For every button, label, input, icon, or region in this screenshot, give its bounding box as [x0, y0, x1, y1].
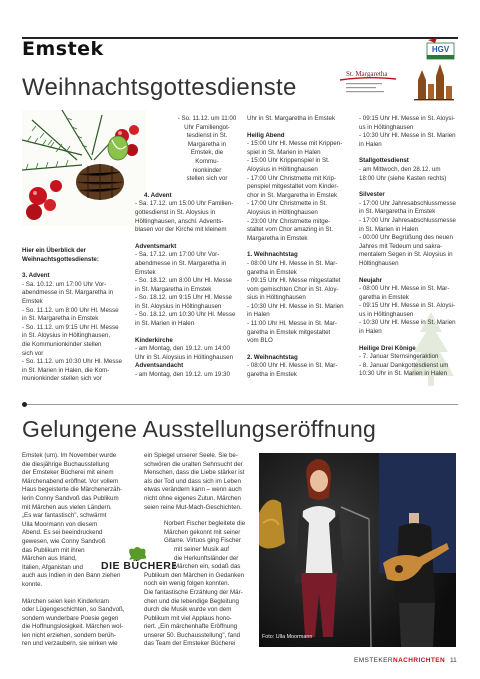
- article-line: Norbert Fischer begleitete die: [164, 520, 246, 528]
- article-line: noch ein wenig folgen konnten.: [144, 580, 230, 588]
- article-line: als der Tod und dass sich im Leben: [144, 477, 241, 485]
- column-3: [247, 115, 354, 380]
- silvester-heading: Silvester: [359, 191, 385, 199]
- col4-top-line: - 09:15 Uhr Hl. Messe in St. Aloysi-: [359, 115, 455, 122]
- article-line: Publikum mit viel Applaus hono-: [144, 614, 232, 622]
- drei-koenige-line: - 7. Januar Sternsingeraktion: [359, 353, 439, 361]
- col2-top-line: tesdienst in St.: [186, 132, 228, 140]
- weihnachtstag1-line: - 09:15 Uhr Hl. Messe mitgestaltet: [247, 277, 341, 285]
- magazine-name: NACHRICHTEN: [392, 657, 446, 664]
- article-line: die Hoffnungslosigkeit. Märchen wol-: [22, 623, 123, 631]
- weihnachtstag1-line: - 11:00 Uhr Hl. Messe in St. Mar-: [247, 320, 337, 328]
- neujahr-line: - 09:15 Uhr Hl. Messe in St. Aloysi-: [359, 302, 455, 310]
- article-line: Gitarre. Virtuos ging Fischer: [164, 537, 241, 545]
- col2-top-line: nionkinder: [192, 166, 222, 174]
- article-line: Ulla Moormann von diesem: [22, 520, 98, 528]
- heilig-abend-line: - 23:00 Uhr Christmette mitge-: [247, 217, 331, 225]
- heilig-abend-line: - 17:00 Uhr Christmette mit Krip-: [247, 174, 337, 182]
- magazine-prefix: EMSTEKER: [354, 657, 393, 664]
- article-line: Emstek (um). Im November wurde: [22, 452, 117, 459]
- article-title: Gelungene Ausstellungseröffnung: [22, 416, 377, 442]
- silvester-line: in St. Margaretha in Emstek: [359, 208, 436, 216]
- article-line: nicht ohne eigenes Zutun. Märchen: [144, 494, 241, 502]
- advent3-line: - Sa. 10.12. um 17:00 Uhr Vor-: [22, 280, 107, 288]
- silvester-line: - 17:00 Uhr Jahresabschlussmesse: [359, 199, 456, 207]
- neujahr-line: garetha in Emstek: [359, 293, 409, 301]
- article-line: mit Märchen aus vielen Ländern.: [22, 503, 112, 511]
- stallgottesdienst-heading: Stallgottesdienst: [359, 157, 409, 165]
- page-number: 11: [450, 657, 457, 664]
- article-line: das Team der Emsteker Bücherei: [144, 640, 236, 648]
- article-line: chen und die lebendige Begleitung: [144, 597, 239, 605]
- adventsandacht-line: - am Montag, den 19.12. um 19:30: [135, 371, 230, 379]
- heilig-abend-line: - 15:00 Uhr Hl. Messe mit Krippen-: [247, 140, 343, 148]
- article-line: die diesjährige Buchausstellung: [22, 460, 110, 468]
- weihnachtstag1-line: garetha in Emstek: [247, 268, 297, 276]
- silvester-line: Jahres mit Tedeum und sakra-: [359, 242, 443, 250]
- kinderkirche-line: Uhr in St. Aloysius in Höltinghausen: [135, 353, 234, 361]
- article-line: Haus begeisterte die Märchenerzäh-: [22, 486, 123, 494]
- heilig-abend-line: Margaretha in Emstek: [247, 234, 308, 242]
- weihnachtstag1-line: - 08:00 Uhr Hl. Messe in St. Mar-: [247, 259, 338, 267]
- silvester-line: Höltinghausen: [359, 259, 399, 267]
- adventsmarkt-line: in St. Aloysius in Höltinghausen: [135, 302, 222, 310]
- article-line: oder Lügengeschichten, so Sandvoß,: [22, 606, 125, 614]
- adventsandacht-heading: Adventsandacht: [135, 362, 184, 370]
- adventsmarkt-line: - So. 18.12. um 8:00 Uhr Hl. Messe: [135, 277, 232, 285]
- article-line: Italien, Afganistan und: [22, 563, 83, 571]
- heilig-abend-line: Aloysius in Höltinghausen: [247, 208, 318, 216]
- heilig-abend-line: staltet vom Chor amazing in St.: [247, 226, 333, 234]
- weihnachtstag1-line: vom BLO: [247, 337, 273, 345]
- magazine-footer: [354, 657, 445, 664]
- drei-koenige-heading: Heilige Drei Könige: [359, 344, 416, 352]
- advent3-line: in St. Marien in Halen, die Kom-: [22, 366, 110, 374]
- section-divider: [22, 404, 458, 405]
- advent3-line: in St. Margaretha in Emstek: [22, 315, 99, 323]
- article-line: sondern wunderbare Poesie gegen: [22, 614, 119, 622]
- article-line: riert. „Ein märchenhafte Eröffnung: [144, 623, 238, 631]
- advent4-line: gottesdienst in St. Aloysius in: [135, 208, 216, 216]
- article-line: Märchen seien kein Kinderkram: [22, 597, 110, 605]
- article-line: seien reine Mut-Mach-Geschichten.: [144, 503, 242, 511]
- st-margaretha-logo: [338, 62, 456, 102]
- advent3-line: in St. Aloysius in Höltinghausen,: [22, 332, 111, 340]
- photo-caption: Foto: Ulla Moormann: [262, 634, 313, 640]
- advent4-line: - Sa. 17.12. um 15:00 Uhr Familien-: [135, 200, 234, 208]
- adventsmarkt-line: - So. 18.12. um 10:30 Uhr Hl. Messe: [135, 311, 236, 319]
- article-line: Menschen, dass die Liebe stärker ist: [144, 469, 245, 477]
- heilig-abend-line: - 17:00 Uhr Christmette in St.: [247, 200, 328, 208]
- christmas-decoration-photo: [22, 110, 146, 226]
- hgv-logo-text: HGV: [431, 45, 450, 54]
- adventsmarkt-line: in St. Margaretha in Emstek: [135, 285, 212, 293]
- stallgottesdienst-line: 18:00 Uhr (siehe Kasten rechts): [359, 174, 447, 182]
- article-line: Publikum den Märchen in Gedanken: [144, 571, 245, 579]
- article-line: gewesen, wie Conny Sandvoß: [22, 537, 106, 545]
- neujahr-heading: Neujahr: [359, 276, 383, 284]
- article-line: lerin Conny Sandvoß das Publikum: [22, 494, 119, 502]
- adventsmarkt-line: - So. 18.12. um 9:15 Uhr Hl. Messe: [135, 294, 232, 302]
- advent3-line: Emstek: [22, 297, 43, 305]
- col2-top-line: stellen sich vor: [186, 175, 228, 183]
- advent3-line: sich vor: [22, 349, 44, 357]
- advent3-line: abendmesse in St. Margaretha in: [22, 289, 114, 297]
- article-line: schwören die uralten Sehnsucht der: [144, 460, 243, 468]
- stallgottesdienst-line: - am Mittwoch, den 28.12. um: [359, 165, 441, 173]
- col2-top-line: - So. 11.12. um 11:00: [177, 115, 237, 122]
- weihnachtstag2-line: - 08:00 Uhr Hl. Messe in St. Mar-: [247, 362, 338, 370]
- col2-top-line: Uhr Familiengot-: [184, 123, 230, 131]
- weihnachtstag1-line: in Halen: [247, 311, 270, 319]
- adventsmarkt-line: - Sa. 17.12. um 17:00 Uhr Vor-: [135, 251, 220, 259]
- article-line: ein Spiegel unserer Seele. Sie be-: [144, 452, 238, 459]
- neujahr-line: - 08:00 Uhr Hl. Messe in St. Mar-: [359, 285, 450, 293]
- article-line: „Es war fantastisch", schwärmt: [22, 512, 107, 520]
- article-line: konnte.: [22, 580, 43, 588]
- heilig-abend-line: chor in St. Margaretha in Emstek: [247, 191, 338, 199]
- silvester-line: mentalem Segen in St. Aloysius in: [359, 251, 453, 259]
- heilig-abend-line: spiel in St. Marien in Halen: [247, 148, 321, 156]
- advent4-line: blasen vor der Kirche mit kleinem: [135, 226, 227, 234]
- heilig-abend-line: - 15:00 Uhr Krippenspiel in St.: [247, 157, 330, 165]
- weihnachtstag2-heading: 2. Weihnachtstag: [247, 353, 298, 361]
- advent3-heading: 3. Advent: [22, 272, 50, 280]
- adventsmarkt-line: in St. Marien in Halen: [135, 320, 195, 328]
- article-line: len nicht erziehen, sondern berüh-: [22, 631, 116, 639]
- article-line: ren und verzaubern, sie wirken wie: [22, 640, 118, 648]
- article-line: das Publikum mit ihren: [22, 546, 85, 554]
- silvester-line: - 17:00 Uhr Jahresabschlussmesse: [359, 216, 456, 224]
- weihnachtstag1-line: sius in Höltinghausen: [247, 294, 306, 302]
- column-1: [22, 247, 140, 384]
- column-4: [359, 115, 463, 379]
- advent4-heading: 4. Advent: [144, 191, 172, 199]
- article-line: unserer 50. Buchausstellung", fand: [144, 631, 241, 639]
- weihnachtstag1-line: vom gemischten Chor in St. Aloy-: [247, 285, 339, 293]
- article-line: Märchenabend eröffnet. Vor vollem: [22, 477, 119, 485]
- article-line: auch aus Indien in den Bann ziehen: [22, 572, 121, 580]
- buecherei-logo: [101, 547, 176, 569]
- article-line: die Herkunftsländer der: [174, 554, 239, 562]
- heilig-abend-line: Aloysius in Höltinghausen: [247, 165, 318, 173]
- section-divider-dot: [22, 402, 27, 407]
- advent3-line: - So. 11.12. um 9:15 Uhr Hl. Messe: [22, 323, 119, 331]
- article-line: Märchen ein, sodaß das: [174, 563, 241, 571]
- col2-top-line: Emstek, die: [190, 149, 224, 157]
- hgv-logo: [425, 37, 456, 60]
- silvester-line: - 00:00 Uhr Begrüßung des neuen: [359, 234, 453, 242]
- weihnachtstag1-line: - 10:30 Uhr Hl. Messe in St. Marien: [247, 302, 344, 310]
- col3-top-line: Uhr in St. Margaretha in Emstek: [247, 115, 336, 122]
- col4-top-line: - 10:30 Uhr Hl. Messe in St. Marien: [359, 132, 456, 140]
- advent4-line: Höltinghausen, anschl. Advents-: [135, 217, 224, 225]
- kinderkirche-line: - am Montag, den 19.12. um 14:00: [135, 345, 230, 353]
- col4-top-line: us in Höltinghausen: [359, 123, 414, 131]
- drei-koenige-line: - 8. Januar Dankgottesdienst um: [359, 361, 449, 369]
- article-line: Märchen gekonnt mit seiner: [164, 528, 241, 536]
- column-2: [135, 115, 243, 380]
- intro-heading: Hier ein Überblick der Weihnachtsgottesdienste:: [22, 247, 99, 263]
- margaretha-logo-text: St. Margaretha: [346, 70, 388, 78]
- weihnachtstag1-heading: 1. Weihnachtstag: [247, 251, 298, 259]
- neujahr-line: in Halen: [359, 328, 382, 336]
- col2-top-line: Margaretha in: [187, 140, 227, 148]
- adventsmarkt-line: Emstek: [135, 268, 156, 276]
- article-line: der Emsteker Bücherei mit einem: [22, 469, 114, 477]
- silvester-line: in St. Marien in Halen: [359, 225, 419, 233]
- storyteller-concert-photo: [259, 453, 456, 647]
- neujahr-line: - 10:30 Uhr Hl. Messe in St. Marien: [359, 319, 456, 327]
- col2-top-line: Kommu-: [195, 157, 219, 165]
- buecherei-logo-text: DIE BÜCHEREI: [101, 560, 176, 571]
- page-title: Weihnachtsgottesdienste: [22, 74, 297, 101]
- neujahr-line: us in Höltinghausen: [359, 310, 414, 318]
- advent3-line: - So. 11.12. um 8:00 Uhr Hl. Messe: [22, 306, 119, 314]
- weihnachtstag1-line: garetha in Emstek mitgestaltet: [247, 328, 331, 336]
- adventsmarkt-line: abendmesse in St. Margaretha in: [135, 259, 227, 267]
- adventsmarkt-heading: Adventsmarkt: [135, 242, 177, 250]
- heilig-abend-line: penspiel mitgestaltet vom Kinder-: [247, 183, 339, 191]
- weihnachtstag2-line: garetha in Emstek: [247, 371, 297, 379]
- col4-top-line: in Halen: [359, 140, 382, 148]
- article-line: Die fantastische Erzählung der Mär-: [144, 588, 243, 596]
- article-line: mit seiner Musik auf: [174, 545, 230, 553]
- article-line: etwas verändern kann – wenn auch: [144, 486, 242, 494]
- article-line: Abend. Es sei beeindruckend: [22, 529, 103, 537]
- kinderkirche-heading: Kinderkirche: [135, 336, 173, 344]
- article-line: Märchen aus Irland,: [22, 555, 77, 563]
- advent3-line: munionkinder stellen sich vor: [22, 375, 102, 383]
- advent3-line: die Kommunionkinder stellen: [22, 340, 102, 348]
- brand-wordmark: Emstek: [22, 38, 104, 60]
- drei-koenige-line: 10:30 Uhr in St. Marien in Halen: [359, 370, 448, 378]
- article-line: durch die Musik wurde von dem: [144, 606, 232, 614]
- heilig-abend-heading: Heilig Abend: [247, 131, 285, 139]
- advent3-line: - So. 11.12. um 10:30 Uhr Hl. Messe: [22, 358, 122, 366]
